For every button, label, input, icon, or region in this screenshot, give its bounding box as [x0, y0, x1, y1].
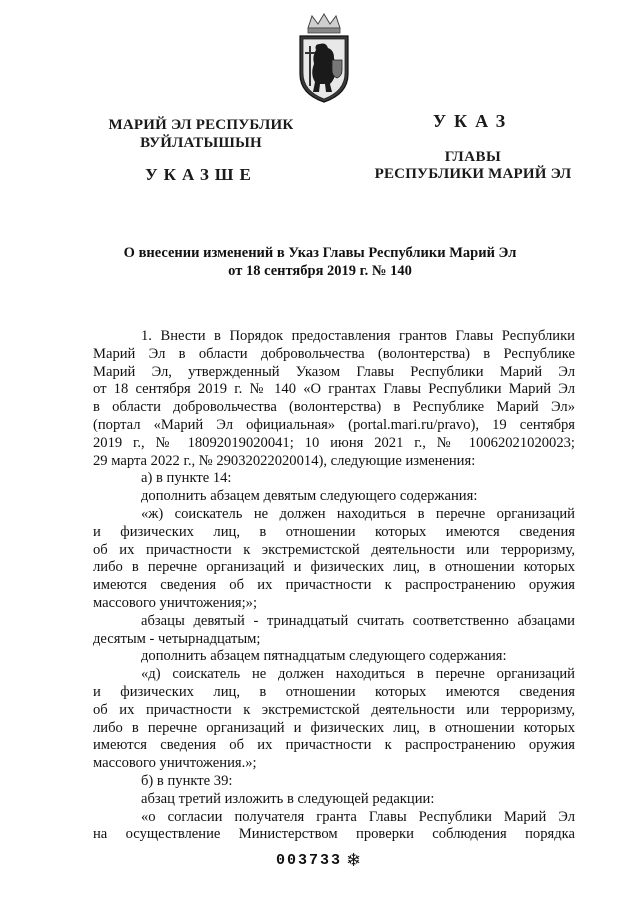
title-line2: от 18 сентября 2019 г. № 140 [228, 263, 412, 279]
body-line: абзац третий изложить в следующей редакции: [141, 790, 435, 807]
header-left-line1: МАРИЙ ЭЛ РЕСПУБЛИК [108, 117, 294, 133]
header-right-line3: РЕСПУБЛИКИ МАРИЙ ЭЛ [374, 166, 572, 182]
document-title [80, 244, 560, 280]
body-line: «о согласии получателя гранта Главы Республики Марий Эл [141, 808, 575, 825]
body-line: имеются сведения об их причастности к распространению оружия [93, 737, 575, 754]
body-line: в области добровольчества (волонтерства) в Республике Марий Эл» [93, 399, 575, 416]
body-line: 1. Внести в Порядок предоставления грантов Главы Республики [141, 328, 575, 344]
snowflake-icon: ❄ [346, 850, 362, 871]
coat-of-arms-icon [296, 12, 352, 104]
body-line: (портал «Марий Эл официальная» (portal.mari.ru/pravo), 19 сентября [93, 416, 575, 433]
header-right-line2: ГЛАВЫ [444, 149, 502, 165]
body-line: об их причастности к экстремистской деятельности или терроризму, [93, 541, 575, 558]
body-line: об их причастности к экстремистской деятельности или терроризму, [93, 701, 575, 718]
body-line: б) в пункте 39: [141, 772, 233, 789]
body-line: на осуществление Министерством проверки соблюдения порядка [93, 826, 575, 843]
body-line: дополнить абзацем пятнадцатым следующего содержания: [141, 648, 507, 665]
body-line: массового уничтожения;»; [93, 594, 258, 611]
body-line: Марий Эл в области добровольчества (волонтерства) в Республике [93, 345, 575, 362]
body-line: 29 марта 2022 г., № 29032022020014), следующие изменения: [93, 452, 476, 469]
body-line: Марий Эл, утвержденный Указом Главы Республики Марий Эл [93, 363, 575, 380]
title-line1: О внесении изменений в Указ Главы Республики Марий Эл [123, 245, 517, 261]
body-line: и физических лиц, в отношении которых имеются сведения [93, 683, 575, 700]
body-line: «д) соискатель не должен находиться в перечне организаций [141, 666, 575, 683]
body-line: либо в перечне организаций и физических лиц, в отношении которых [93, 719, 575, 736]
body-line: массового уничтожения.»; [93, 755, 257, 772]
document-serial-number: 003733 [276, 852, 343, 869]
body-line: либо в перечне организаций и физических лиц, в отношении которых [93, 559, 575, 576]
document-body [93, 328, 575, 844]
body-line: 2019 г., № 18092019020041; 10 июня 2021 г., № 10062021020023; [93, 434, 575, 451]
header-left-line3: УКАЗШЕ [145, 165, 257, 184]
body-line: дополнить абзацем девятым следующего содержания: [141, 488, 478, 505]
body-line: а) в пункте 14: [141, 470, 232, 487]
body-line: абзацы девятый - тринадцатый считать соответственно абзацами [141, 612, 575, 629]
body-line: и физических лиц, в отношении которых имеются сведения [93, 523, 575, 540]
body-line: имеются сведения об их причастности к распространению оружия [93, 577, 575, 594]
body-line: «ж) соискатель не должен находиться в перечне организаций [141, 505, 575, 522]
body-line: десятым - четырнадцатым; [93, 630, 261, 647]
header-left-line2: ВУЙЛАТЫШЫН [140, 135, 262, 151]
header-right-line1: УКАЗ [432, 111, 514, 131]
body-line: от 18 сентября 2019 г. № 140 «О грантах Главы Республики Марий Эл [93, 381, 575, 398]
